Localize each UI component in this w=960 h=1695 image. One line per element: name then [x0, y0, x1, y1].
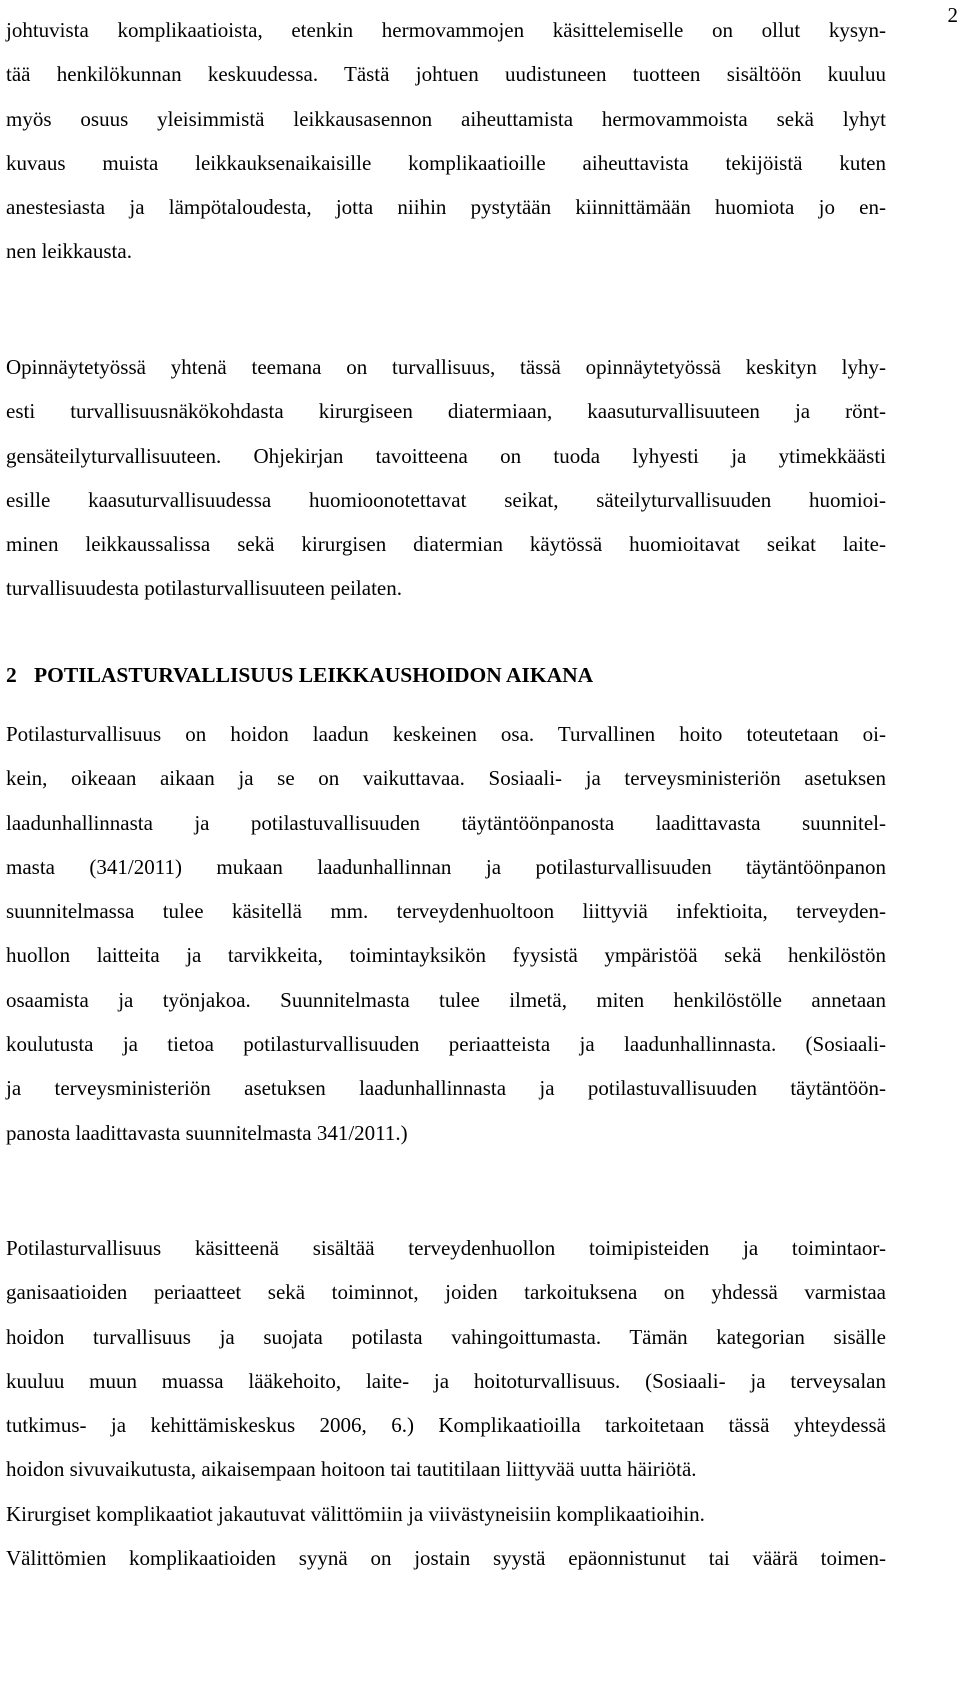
text-line: huollon laitteita ja tarvikkeita, toimintayksikön fyysistä ympäristöä sekä henkilöstön	[6, 943, 886, 968]
section-number: 2	[6, 663, 17, 687]
text-line: minen leikkaussalissa sekä kirurgisen diatermian käytössä huomioitavat seikat laite-	[6, 532, 886, 557]
text-line: suunnitelmassa tulee käsitellä mm. terveydenhuoltoon liittyviä infektioita, terveyden-	[6, 899, 886, 924]
text-line: kuvaus muista leikkauksenaikaisille komplikaatioille aiheuttavista tekijöistä kuten	[6, 150, 886, 175]
text-line: johtuvista komplikaatioista, etenkin hermovammojen käsittelemiselle on ollut kysyn-	[6, 18, 886, 42]
paragraph-1	[6, 8, 886, 274]
text-line: turvallisuudesta potilasturvallisuuteen peilaten.	[6, 576, 402, 601]
text-line: kein, oikeaan aikaan ja se on vaikuttavaa. Sosiaali- ja terveysministeriön asetuksen	[6, 766, 886, 791]
section-title: POTILASTURVALLISUUS LEIKKAUSHOIDON AIKANA	[34, 663, 594, 687]
text-line: hoidon sivuvaikutusta, aikaisempaan hoitoon tai tautitilaan liittyvää uutta häiriötä.	[6, 1457, 697, 1482]
text-line: kuuluu muun muassa lääkehoito, laite- ja hoitoturvallisuus. (Sosiaali- ja terveysalan	[6, 1368, 886, 1393]
text-line: esti turvallisuusnäkökohdasta kirurgiseen diatermiaan, kaasuturvallisuuteen ja rönt-	[6, 399, 886, 424]
text-line: ganisaatioiden periaatteet sekä toiminnot, joiden tarkoituksena on yhdessä varmistaa	[6, 1280, 886, 1305]
text-line: tutkimus- ja kehittämiskeskus 2006, 6.) Komplikaatioilla tarkoitetaan tässä yhteydessä	[6, 1413, 886, 1438]
text-line: osaamista ja työnjakoa. Suunnitelmasta tulee ilmetä, miten henkilöstölle annetaan	[6, 987, 886, 1012]
paragraph-2	[6, 345, 886, 611]
text-line: Välittömien komplikaatioiden syynä on jostain syystä epäonnistunut tai väärä toimen-	[6, 1546, 886, 1571]
paragraph-3	[6, 712, 886, 1155]
text-line: ja terveysministeriön asetuksen laadunhallinnasta ja potilastuvallisuuden täytäntöön-	[6, 1076, 886, 1101]
text-line: hoidon turvallisuus ja suojata potilasta vahingoittumasta. Tämän kategorian sisälle	[6, 1324, 886, 1349]
text-line: myös osuus yleisimmistä leikkausasennon aiheuttamista hermovammoista sekä lyhyt	[6, 106, 886, 131]
text-line: koulutusta ja tietoa potilasturvallisuuden periaatteista ja laadunhallinnasta. (Sosiaali-	[6, 1032, 886, 1057]
text-line: nen leikkausta.	[6, 239, 132, 264]
text-line: esille kaasuturvallisuudessa huomioonotettavat seikat, säteilyturvallisuuden huomioi-	[6, 487, 886, 512]
text-line: Kirurgiset komplikaatiot jakautuvat välittömiin ja viivästyneisiin komplikaatioihin.	[6, 1501, 705, 1526]
page-number: 2	[947, 3, 958, 27]
text-line: gensäteilyturvallisuuteen. Ohjekirjan tavoitteena on tuoda lyhyesti ja ytimekkäästi	[6, 443, 886, 468]
section-heading	[6, 655, 593, 695]
paragraph-4	[6, 1226, 886, 1580]
text-line: Opinnäytetyössä yhtenä teemana on turvallisuus, tässä opinnäytetyössä keskityn lyhy-	[6, 355, 886, 379]
text-line: Potilasturvallisuus on hoidon laadun keskeinen osa. Turvallinen hoito toteutetaan oi-	[6, 722, 886, 746]
text-line: panosta laadittavasta suunnitelmasta 341/2011.)	[6, 1120, 408, 1145]
text-line: Potilasturvallisuus käsitteenä sisältää terveydenhuollon toimipisteiden ja toimintaor-	[6, 1236, 886, 1260]
text-line: anestesiasta ja lämpötaloudesta, jotta niihin pystytään kiinnittämään huomiota jo en-	[6, 195, 886, 220]
text-line: tää henkilökunnan keskuudessa. Tästä johtuen uudistuneen tuotteen sisältöön kuuluu	[6, 62, 886, 87]
text-line: masta (341/2011) mukaan laadunhallinnan ja potilasturvallisuuden täytäntöönpanon	[6, 854, 886, 879]
text-line: laadunhallinnasta ja potilastuvallisuuden täytäntöönpanosta laadittavasta suunnitel-	[6, 810, 886, 835]
